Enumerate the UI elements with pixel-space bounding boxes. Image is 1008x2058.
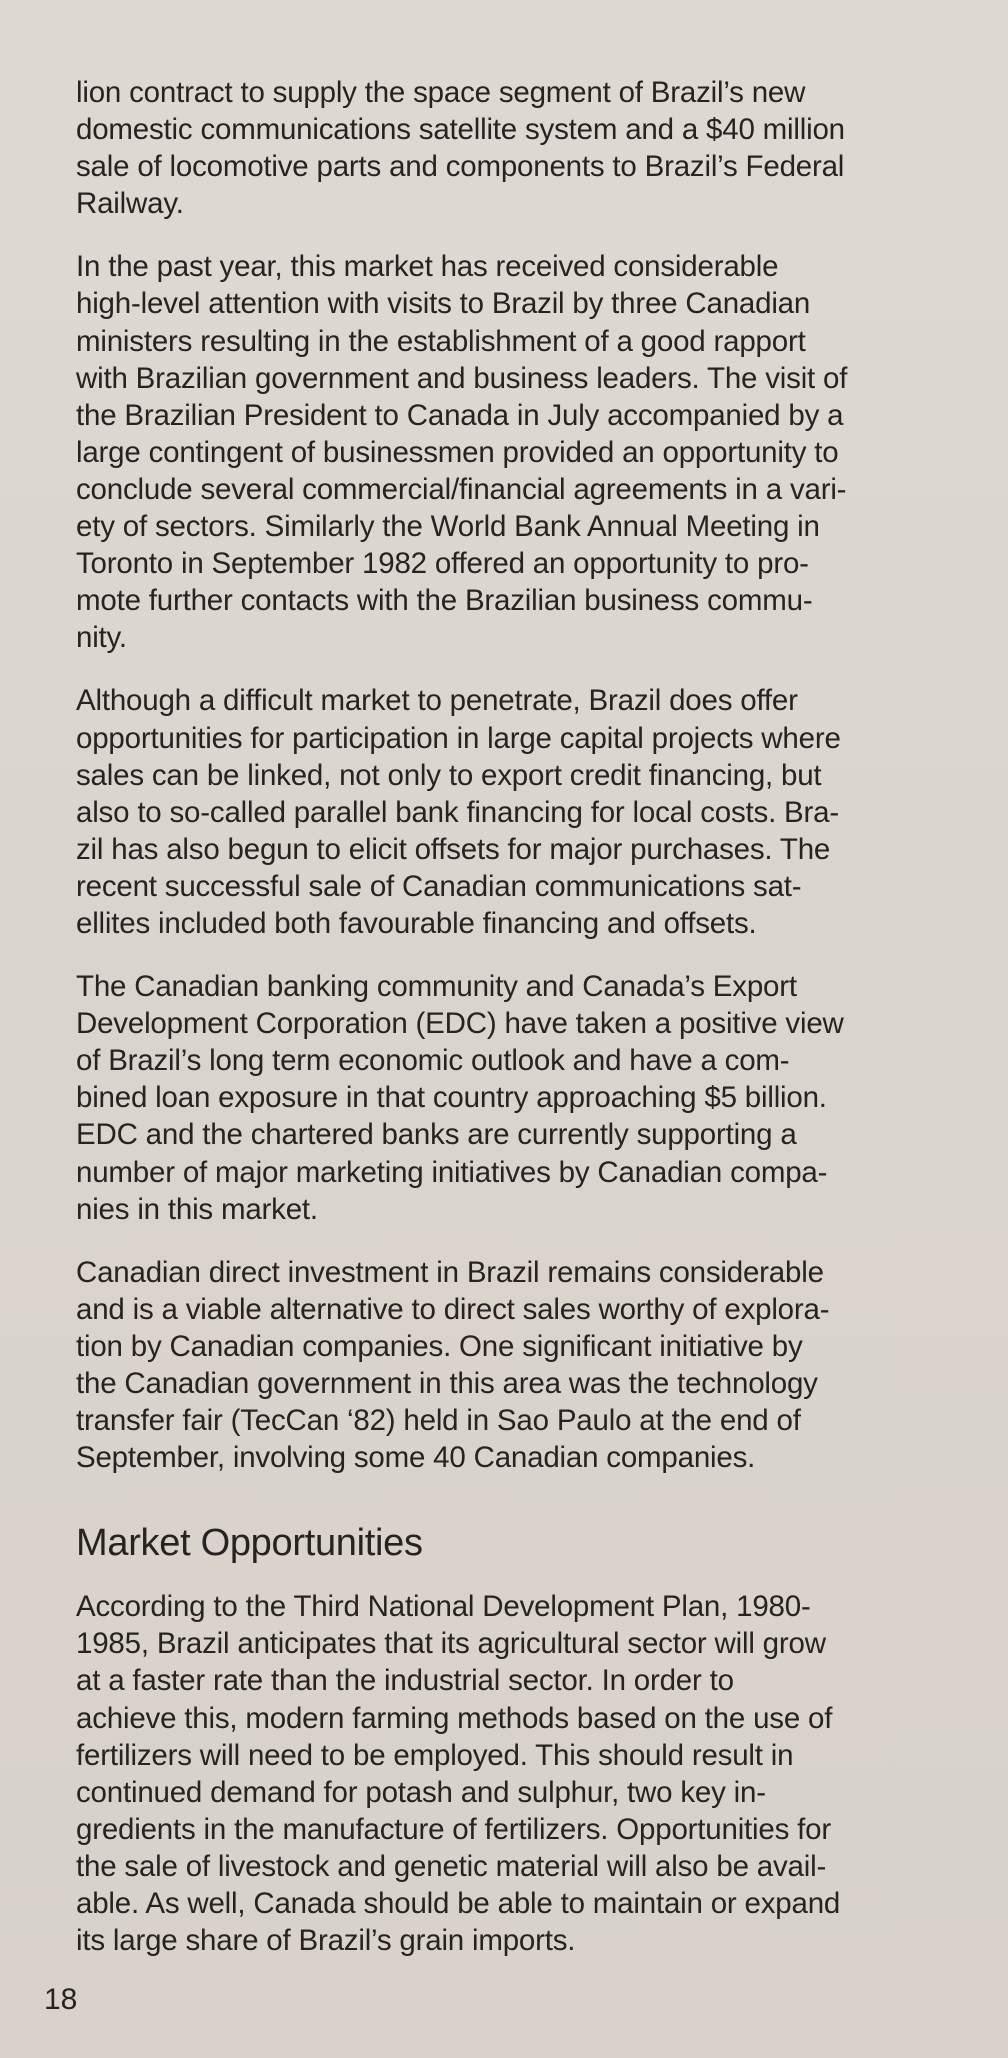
section-paragraphs bbox=[76, 1588, 986, 1959]
page-number: 18 bbox=[44, 1983, 78, 2016]
text-line: zil has also begun to elicit offsets for major purchases. The bbox=[76, 832, 831, 866]
text-line: with Brazilian government and business leaders. The visit of bbox=[76, 361, 848, 395]
text-line: According to the Third National Development Plan, 1980- bbox=[76, 1590, 811, 1624]
text-line: of Brazil’s long term economic outlook and have a com- bbox=[76, 1044, 790, 1078]
text-line: ellites included both favourable financing and offsets. bbox=[76, 906, 757, 940]
text-line: continued demand for potash and sulphur, two key in- bbox=[76, 1775, 766, 1809]
text-line: bined loan exposure in that country approaching $5 billion. bbox=[76, 1081, 827, 1115]
paragraph bbox=[76, 1254, 986, 1477]
text-line: lion contract to supply the space segment of Brazil’s new bbox=[76, 76, 806, 109]
text-line: mote further contacts with the Brazilian business commu- bbox=[76, 584, 813, 618]
text-line: EDC and the chartered banks are currently supporting a bbox=[76, 1118, 797, 1152]
text-line: ministers resulting in the establishment of a good rapport bbox=[76, 324, 806, 358]
text-line: opportunities for participation in large capital projects where bbox=[76, 721, 841, 755]
text-line: its large share of Brazil’s grain imports. bbox=[76, 1924, 576, 1958]
text-line: tion by Canadian companies. One significant initiative by bbox=[76, 1329, 803, 1363]
text-line: and is a viable alternative to direct sales worthy of explora- bbox=[76, 1292, 830, 1326]
text-line: nity. bbox=[76, 621, 127, 655]
text-line: transfer fair (TecCan ‘82) held in Sao Paulo at the end of bbox=[76, 1404, 801, 1438]
paragraph bbox=[76, 248, 986, 656]
text-line: sales can be linked, not only to export credit financing, but bbox=[76, 758, 822, 792]
intro-paragraphs bbox=[76, 74, 986, 1476]
text-line: Canadian direct investment in Brazil remains considerable bbox=[76, 1255, 824, 1289]
text-line: recent successful sale of Canadian communications sat- bbox=[76, 869, 802, 903]
text-line: fertilizers will need to be employed. This should result in bbox=[76, 1738, 794, 1772]
text-line: gredients in the manufacture of fertilizers. Opportunities for bbox=[76, 1812, 831, 1846]
text-line: sale of locomotive parts and components to Brazil’s Federal bbox=[76, 150, 845, 184]
text-line: ety of sectors. Similarly the World Bank Annual Meeting in bbox=[76, 510, 820, 544]
text-line: large contingent of businessmen provided an opportunity to bbox=[76, 435, 839, 469]
body-text bbox=[76, 74, 986, 1985]
paragraph bbox=[76, 74, 986, 222]
section-heading: Market Opportunities bbox=[76, 1522, 423, 1565]
text-line: also to so-called parallel bank financing for local costs. Bra- bbox=[76, 795, 839, 829]
text-line: Development Corporation (EDC) have taken a positive view bbox=[76, 1007, 844, 1041]
text-line: conclude several commercial/financial agreements in a vari- bbox=[76, 472, 847, 506]
text-line: September, involving some 40 Canadian companies. bbox=[76, 1441, 756, 1475]
text-line: achieve this, modern farming methods based on the use of bbox=[76, 1701, 833, 1735]
paragraph bbox=[76, 1588, 986, 1959]
paragraph bbox=[76, 968, 986, 1228]
text-line: high-level attention with visits to Brazil by three Canadian bbox=[76, 287, 811, 321]
text-line: able. As well, Canada should be able to maintain or expand bbox=[76, 1887, 841, 1921]
text-line: In the past year, this market has received considerable bbox=[76, 250, 779, 284]
text-line: number of major marketing initiatives by Canadian compa- bbox=[76, 1155, 828, 1189]
text-line: the sale of livestock and genetic material will also be avail- bbox=[76, 1849, 827, 1883]
text-line: the Brazilian President to Canada in July accompanied by a bbox=[76, 398, 844, 432]
text-line: 1985, Brazil anticipates that its agricultural sector will grow bbox=[76, 1627, 826, 1661]
paragraph bbox=[76, 682, 986, 942]
text-line: the Canadian government in this area was the technology bbox=[76, 1367, 818, 1400]
text-line: Toronto in September 1982 offered an opportunity to pro- bbox=[76, 547, 809, 581]
text-line: nies in this market. bbox=[76, 1192, 318, 1226]
text-line: at a faster rate than the industrial sector. In order to bbox=[76, 1664, 734, 1698]
text-line: domestic communications satellite system and a $40 million bbox=[76, 113, 845, 147]
text-line: The Canadian banking community and Canada’s Export bbox=[76, 970, 797, 1004]
text-line: Railway. bbox=[76, 187, 184, 221]
text-line: Although a difficult market to penetrate, Brazil does offer bbox=[76, 684, 798, 718]
